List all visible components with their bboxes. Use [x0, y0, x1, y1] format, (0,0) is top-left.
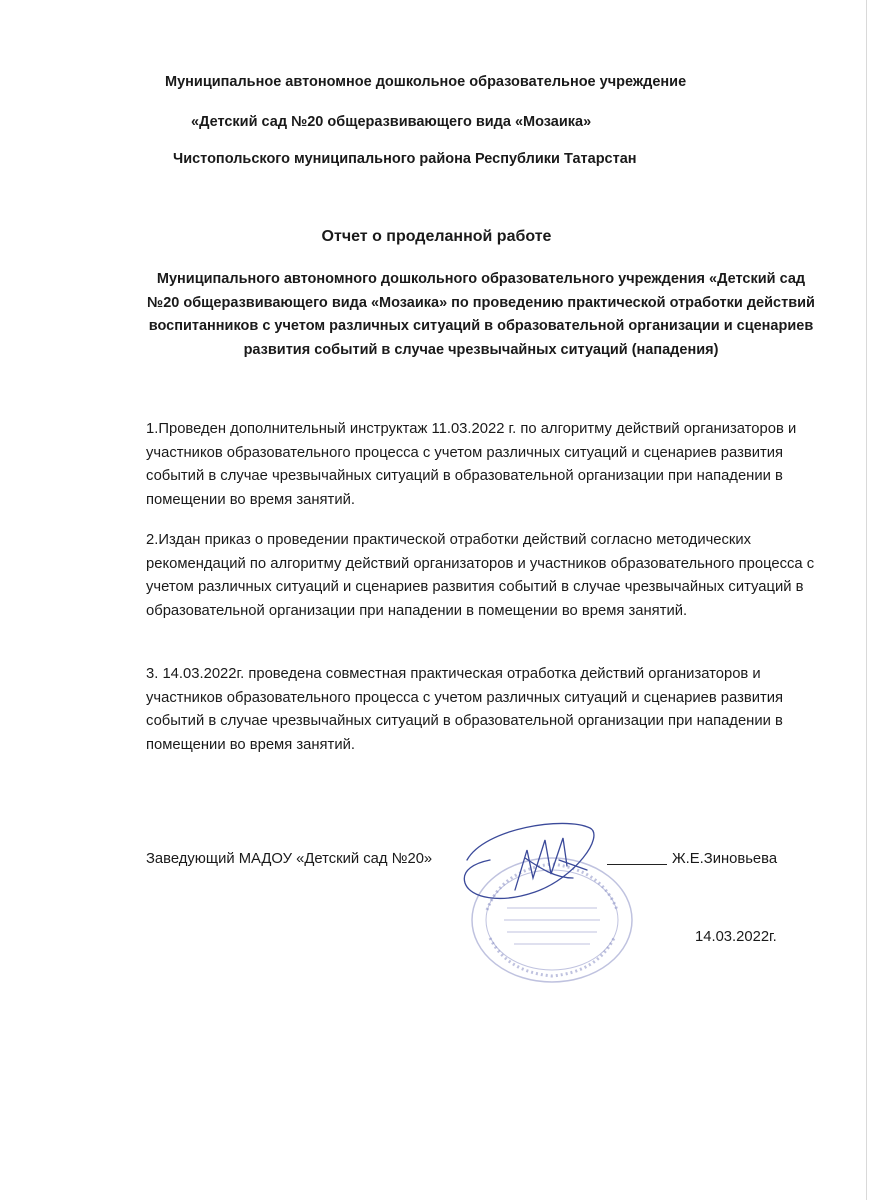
document-date: 14.03.2022г.	[695, 929, 777, 945]
handwritten-signature	[455, 808, 630, 908]
signature-line	[607, 864, 667, 865]
report-title: Отчет о проделанной работе	[321, 228, 552, 245]
org-name-line-2: «Детский сад №20 общеразвивающего вида «Мозаика»	[191, 114, 592, 130]
signatory-name: Ж.Е.Зиновьева	[672, 851, 778, 867]
report-item-1: 1.Проведен дополнительный инструктаж 11.03.2022 г. по алгоритму действий организаторов и участников образовательного процесса с учетом различных ситуаций и сценариев развития событий в случае чрезвычайных ситуаций в образовательной организации при нападении в помещении во время занятий.	[146, 421, 797, 508]
org-name-line-3: Чистопольского муниципального района Республики Татарстан	[173, 151, 637, 167]
report-item-2: 2.Издан приказ о проведении практической отработки действий согласно методических рекомендаций по алгоритму действий организаторов и участников образовательного процесса с учетом различных ситуаций и сценариев развития событий в случае чрезвычайных ситуаций в образовательной организации при нападении в помещении во время занятий.	[146, 532, 815, 619]
scan-edge-line	[866, 0, 867, 1200]
report-subtitle: Муниципального автономного дошкольного образовательного учреждения «Детский сад №20 общеразвивающего вида «Мозаика» по проведению практической отработки действий воспитанников с учетом различных ситуаций в образовательной организации и сценариев развития событий в случае чрезвычайных ситуаций (нападения)	[147, 271, 815, 358]
report-item-3: 3. 14.03.2022г. проведена совместная практическая отработка действий организаторов и участников образовательного процесса с учетом различных ситуаций и сценариев развития событий в случае чрезвычайных ситуаций в образовательной организации при нападении в помещении во время занятий.	[146, 666, 784, 753]
org-name-line-1: Муниципальное автономное дошкольное образовательное учреждение	[165, 74, 687, 90]
signatory-position: Заведующий МАДОУ «Детский сад №20»	[146, 851, 433, 867]
